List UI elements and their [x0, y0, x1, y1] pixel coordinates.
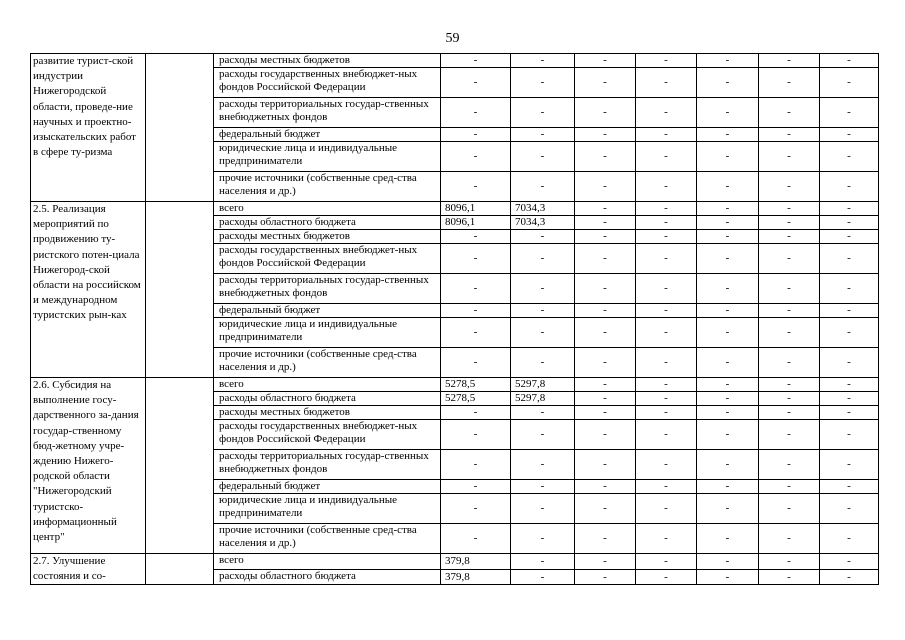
- value-cell: 7034,3: [511, 202, 575, 216]
- value-cell: -: [820, 54, 879, 68]
- value-cell: -: [636, 494, 697, 524]
- table-row: [31, 202, 879, 216]
- value-cell: -: [820, 524, 879, 554]
- section-title: развитие турист-ской индустрии Нижегородской области, проведе-ние научных и проектно-изыскательских работ в сфере ту-ризма: [31, 54, 146, 202]
- table-row: [31, 554, 879, 570]
- value-cell: 5278,5: [441, 378, 511, 392]
- funding-source-label: расходы государственных внебюджет-ных фондов Российской Федерации: [214, 244, 441, 274]
- value-cell: -: [697, 392, 759, 406]
- value-cell: -: [636, 202, 697, 216]
- value-cell: -: [441, 68, 511, 98]
- value-cell: -: [820, 142, 879, 172]
- value-cell: -: [697, 318, 759, 348]
- value-cell: -: [511, 348, 575, 378]
- value-cell: -: [575, 142, 636, 172]
- value-cell: -: [575, 524, 636, 554]
- value-cell: -: [575, 230, 636, 244]
- value-cell: -: [575, 348, 636, 378]
- value-cell: -: [636, 128, 697, 142]
- value-cell: -: [511, 274, 575, 304]
- funding-table: [30, 53, 879, 585]
- value-cell: -: [575, 244, 636, 274]
- funding-source-label: юридические лица и индивидуальные предприниматели: [214, 142, 441, 172]
- funding-source-label: юридические лица и индивидуальные предприниматели: [214, 318, 441, 348]
- empty-cell: [146, 54, 214, 202]
- value-cell: -: [820, 98, 879, 128]
- value-cell: -: [820, 378, 879, 392]
- value-cell: -: [697, 172, 759, 202]
- value-cell: -: [759, 142, 820, 172]
- value-cell: -: [575, 406, 636, 420]
- value-cell: 379,8: [441, 569, 511, 585]
- value-cell: -: [759, 230, 820, 244]
- value-cell: -: [820, 202, 879, 216]
- value-cell: -: [511, 524, 575, 554]
- value-cell: -: [575, 128, 636, 142]
- funding-source-label: расходы территориальных государ-ственных внебюджетных фондов: [214, 450, 441, 480]
- value-cell: -: [697, 304, 759, 318]
- empty-cell: [146, 554, 214, 585]
- funding-source-label: расходы областного бюджета: [214, 216, 441, 230]
- value-cell: -: [820, 569, 879, 585]
- value-cell: -: [759, 569, 820, 585]
- value-cell: -: [511, 68, 575, 98]
- value-cell: -: [759, 54, 820, 68]
- value-cell: -: [511, 480, 575, 494]
- funding-source-label: прочие источники (собственные сред-ства населения и др.): [214, 524, 441, 554]
- value-cell: 8096,1: [441, 202, 511, 216]
- value-cell: -: [697, 274, 759, 304]
- value-cell: -: [820, 244, 879, 274]
- value-cell: -: [441, 420, 511, 450]
- value-cell: -: [441, 98, 511, 128]
- value-cell: -: [636, 569, 697, 585]
- value-cell: -: [759, 450, 820, 480]
- value-cell: 5278,5: [441, 392, 511, 406]
- value-cell: -: [636, 420, 697, 450]
- value-cell: -: [441, 318, 511, 348]
- value-cell: -: [575, 420, 636, 450]
- funding-source-label: расходы местных бюджетов: [214, 230, 441, 244]
- table-row: [31, 378, 879, 392]
- section-title: 2.6. Субсидия на выполнение госу-дарственного за-дания государ-ственному бюд-жетному учре-ждению Нижего-родской области "Нижегородский туристско-информационный центр": [31, 378, 146, 554]
- funding-source-label: прочие источники (собственные сред-ства населения и др.): [214, 172, 441, 202]
- funding-source-label: федеральный бюджет: [214, 304, 441, 318]
- value-cell: -: [636, 378, 697, 392]
- value-cell: -: [636, 54, 697, 68]
- value-cell: -: [759, 98, 820, 128]
- value-cell: -: [441, 274, 511, 304]
- value-cell: -: [636, 216, 697, 230]
- value-cell: -: [511, 244, 575, 274]
- value-cell: 7034,3: [511, 216, 575, 230]
- value-cell: -: [820, 318, 879, 348]
- value-cell: -: [759, 216, 820, 230]
- value-cell: -: [820, 304, 879, 318]
- value-cell: -: [511, 554, 575, 570]
- value-cell: -: [636, 318, 697, 348]
- value-cell: -: [820, 494, 879, 524]
- value-cell: -: [636, 348, 697, 378]
- value-cell: -: [697, 554, 759, 570]
- value-cell: -: [636, 98, 697, 128]
- value-cell: -: [511, 54, 575, 68]
- value-cell: -: [697, 480, 759, 494]
- funding-source-label: федеральный бюджет: [214, 480, 441, 494]
- value-cell: -: [575, 68, 636, 98]
- value-cell: -: [697, 244, 759, 274]
- funding-source-label: всего: [214, 378, 441, 392]
- value-cell: -: [759, 244, 820, 274]
- value-cell: -: [441, 480, 511, 494]
- value-cell: 379,8: [441, 554, 511, 570]
- value-cell: -: [441, 142, 511, 172]
- value-cell: -: [441, 244, 511, 274]
- value-cell: -: [441, 348, 511, 378]
- value-cell: -: [636, 554, 697, 570]
- value-cell: -: [697, 569, 759, 585]
- value-cell: -: [820, 406, 879, 420]
- funding-source-label: расходы территориальных государ-ственных внебюджетных фондов: [214, 274, 441, 304]
- value-cell: -: [511, 230, 575, 244]
- page-number: 59: [445, 31, 460, 46]
- value-cell: -: [759, 274, 820, 304]
- table-body: [31, 54, 879, 585]
- value-cell: -: [820, 128, 879, 142]
- value-cell: -: [511, 406, 575, 420]
- section-title: 2.7. Улучшение состояния и со-: [31, 554, 146, 585]
- value-cell: -: [697, 420, 759, 450]
- value-cell: -: [697, 450, 759, 480]
- value-cell: -: [636, 524, 697, 554]
- value-cell: -: [697, 348, 759, 378]
- value-cell: -: [575, 378, 636, 392]
- value-cell: -: [575, 202, 636, 216]
- value-cell: -: [697, 524, 759, 554]
- value-cell: -: [575, 274, 636, 304]
- value-cell: -: [441, 494, 511, 524]
- value-cell: -: [759, 406, 820, 420]
- value-cell: -: [511, 318, 575, 348]
- value-cell: -: [636, 142, 697, 172]
- value-cell: -: [820, 450, 879, 480]
- value-cell: 8096,1: [441, 216, 511, 230]
- funding-source-label: расходы областного бюджета: [214, 569, 441, 585]
- value-cell: -: [575, 450, 636, 480]
- value-cell: -: [759, 554, 820, 570]
- value-cell: -: [697, 68, 759, 98]
- value-cell: -: [820, 68, 879, 98]
- funding-source-label: федеральный бюджет: [214, 128, 441, 142]
- value-cell: -: [511, 494, 575, 524]
- value-cell: -: [441, 406, 511, 420]
- value-cell: -: [759, 172, 820, 202]
- value-cell: -: [697, 54, 759, 68]
- value-cell: -: [697, 142, 759, 172]
- value-cell: -: [511, 420, 575, 450]
- value-cell: -: [441, 128, 511, 142]
- value-cell: -: [575, 98, 636, 128]
- value-cell: -: [575, 216, 636, 230]
- value-cell: -: [759, 318, 820, 348]
- value-cell: -: [820, 172, 879, 202]
- funding-source-label: расходы территориальных государ-ственных внебюджетных фондов: [214, 98, 441, 128]
- value-cell: -: [636, 392, 697, 406]
- value-cell: -: [441, 450, 511, 480]
- funding-source-label: расходы государственных внебюджет-ных фондов Российской Федерации: [214, 68, 441, 98]
- value-cell: -: [759, 494, 820, 524]
- value-cell: 5297,8: [511, 378, 575, 392]
- value-cell: -: [636, 230, 697, 244]
- funding-source-label: расходы государственных внебюджет-ных фондов Российской Федерации: [214, 420, 441, 450]
- value-cell: -: [759, 524, 820, 554]
- value-cell: -: [575, 480, 636, 494]
- value-cell: -: [636, 274, 697, 304]
- funding-source-label: всего: [214, 554, 441, 570]
- value-cell: -: [441, 304, 511, 318]
- value-cell: -: [759, 128, 820, 142]
- value-cell: -: [636, 68, 697, 98]
- value-cell: -: [759, 68, 820, 98]
- value-cell: -: [759, 378, 820, 392]
- value-cell: -: [759, 420, 820, 450]
- value-cell: -: [636, 304, 697, 318]
- funding-source-label: всего: [214, 202, 441, 216]
- value-cell: -: [697, 378, 759, 392]
- value-cell: -: [759, 304, 820, 318]
- value-cell: -: [441, 230, 511, 244]
- value-cell: -: [820, 216, 879, 230]
- value-cell: -: [820, 348, 879, 378]
- value-cell: -: [511, 450, 575, 480]
- funding-source-label: расходы местных бюджетов: [214, 54, 441, 68]
- value-cell: -: [759, 392, 820, 406]
- value-cell: -: [820, 230, 879, 244]
- funding-source-label: прочие источники (собственные сред-ства населения и др.): [214, 348, 441, 378]
- value-cell: -: [511, 128, 575, 142]
- value-cell: -: [511, 569, 575, 585]
- value-cell: -: [820, 554, 879, 570]
- empty-cell: [146, 202, 214, 378]
- value-cell: -: [820, 420, 879, 450]
- value-cell: -: [441, 172, 511, 202]
- value-cell: -: [441, 524, 511, 554]
- value-cell: -: [636, 244, 697, 274]
- value-cell: -: [820, 480, 879, 494]
- value-cell: -: [575, 392, 636, 406]
- value-cell: -: [511, 142, 575, 172]
- value-cell: -: [575, 172, 636, 202]
- funding-source-label: расходы областного бюджета: [214, 392, 441, 406]
- value-cell: -: [697, 230, 759, 244]
- value-cell: -: [636, 406, 697, 420]
- value-cell: -: [697, 494, 759, 524]
- value-cell: -: [511, 304, 575, 318]
- table-row: [31, 54, 879, 68]
- value-cell: -: [697, 128, 759, 142]
- value-cell: -: [511, 172, 575, 202]
- section-title: 2.5. Реализация мероприятий по продвижению ту-ристского потен-циала Нижегород-ской области на российском и международном туристских рын-ках: [31, 202, 146, 378]
- value-cell: -: [636, 480, 697, 494]
- value-cell: -: [575, 318, 636, 348]
- value-cell: -: [697, 202, 759, 216]
- value-cell: -: [636, 172, 697, 202]
- value-cell: 5297,8: [511, 392, 575, 406]
- value-cell: -: [575, 569, 636, 585]
- value-cell: -: [820, 274, 879, 304]
- value-cell: -: [575, 54, 636, 68]
- value-cell: -: [820, 392, 879, 406]
- value-cell: -: [636, 450, 697, 480]
- value-cell: -: [575, 304, 636, 318]
- value-cell: -: [575, 554, 636, 570]
- value-cell: -: [511, 98, 575, 128]
- value-cell: -: [697, 216, 759, 230]
- value-cell: -: [697, 406, 759, 420]
- funding-source-label: юридические лица и индивидуальные предприниматели: [214, 494, 441, 524]
- value-cell: -: [697, 98, 759, 128]
- empty-cell: [146, 378, 214, 554]
- value-cell: -: [441, 54, 511, 68]
- value-cell: -: [759, 348, 820, 378]
- value-cell: -: [759, 202, 820, 216]
- funding-source-label: расходы местных бюджетов: [214, 406, 441, 420]
- value-cell: -: [759, 480, 820, 494]
- value-cell: -: [575, 494, 636, 524]
